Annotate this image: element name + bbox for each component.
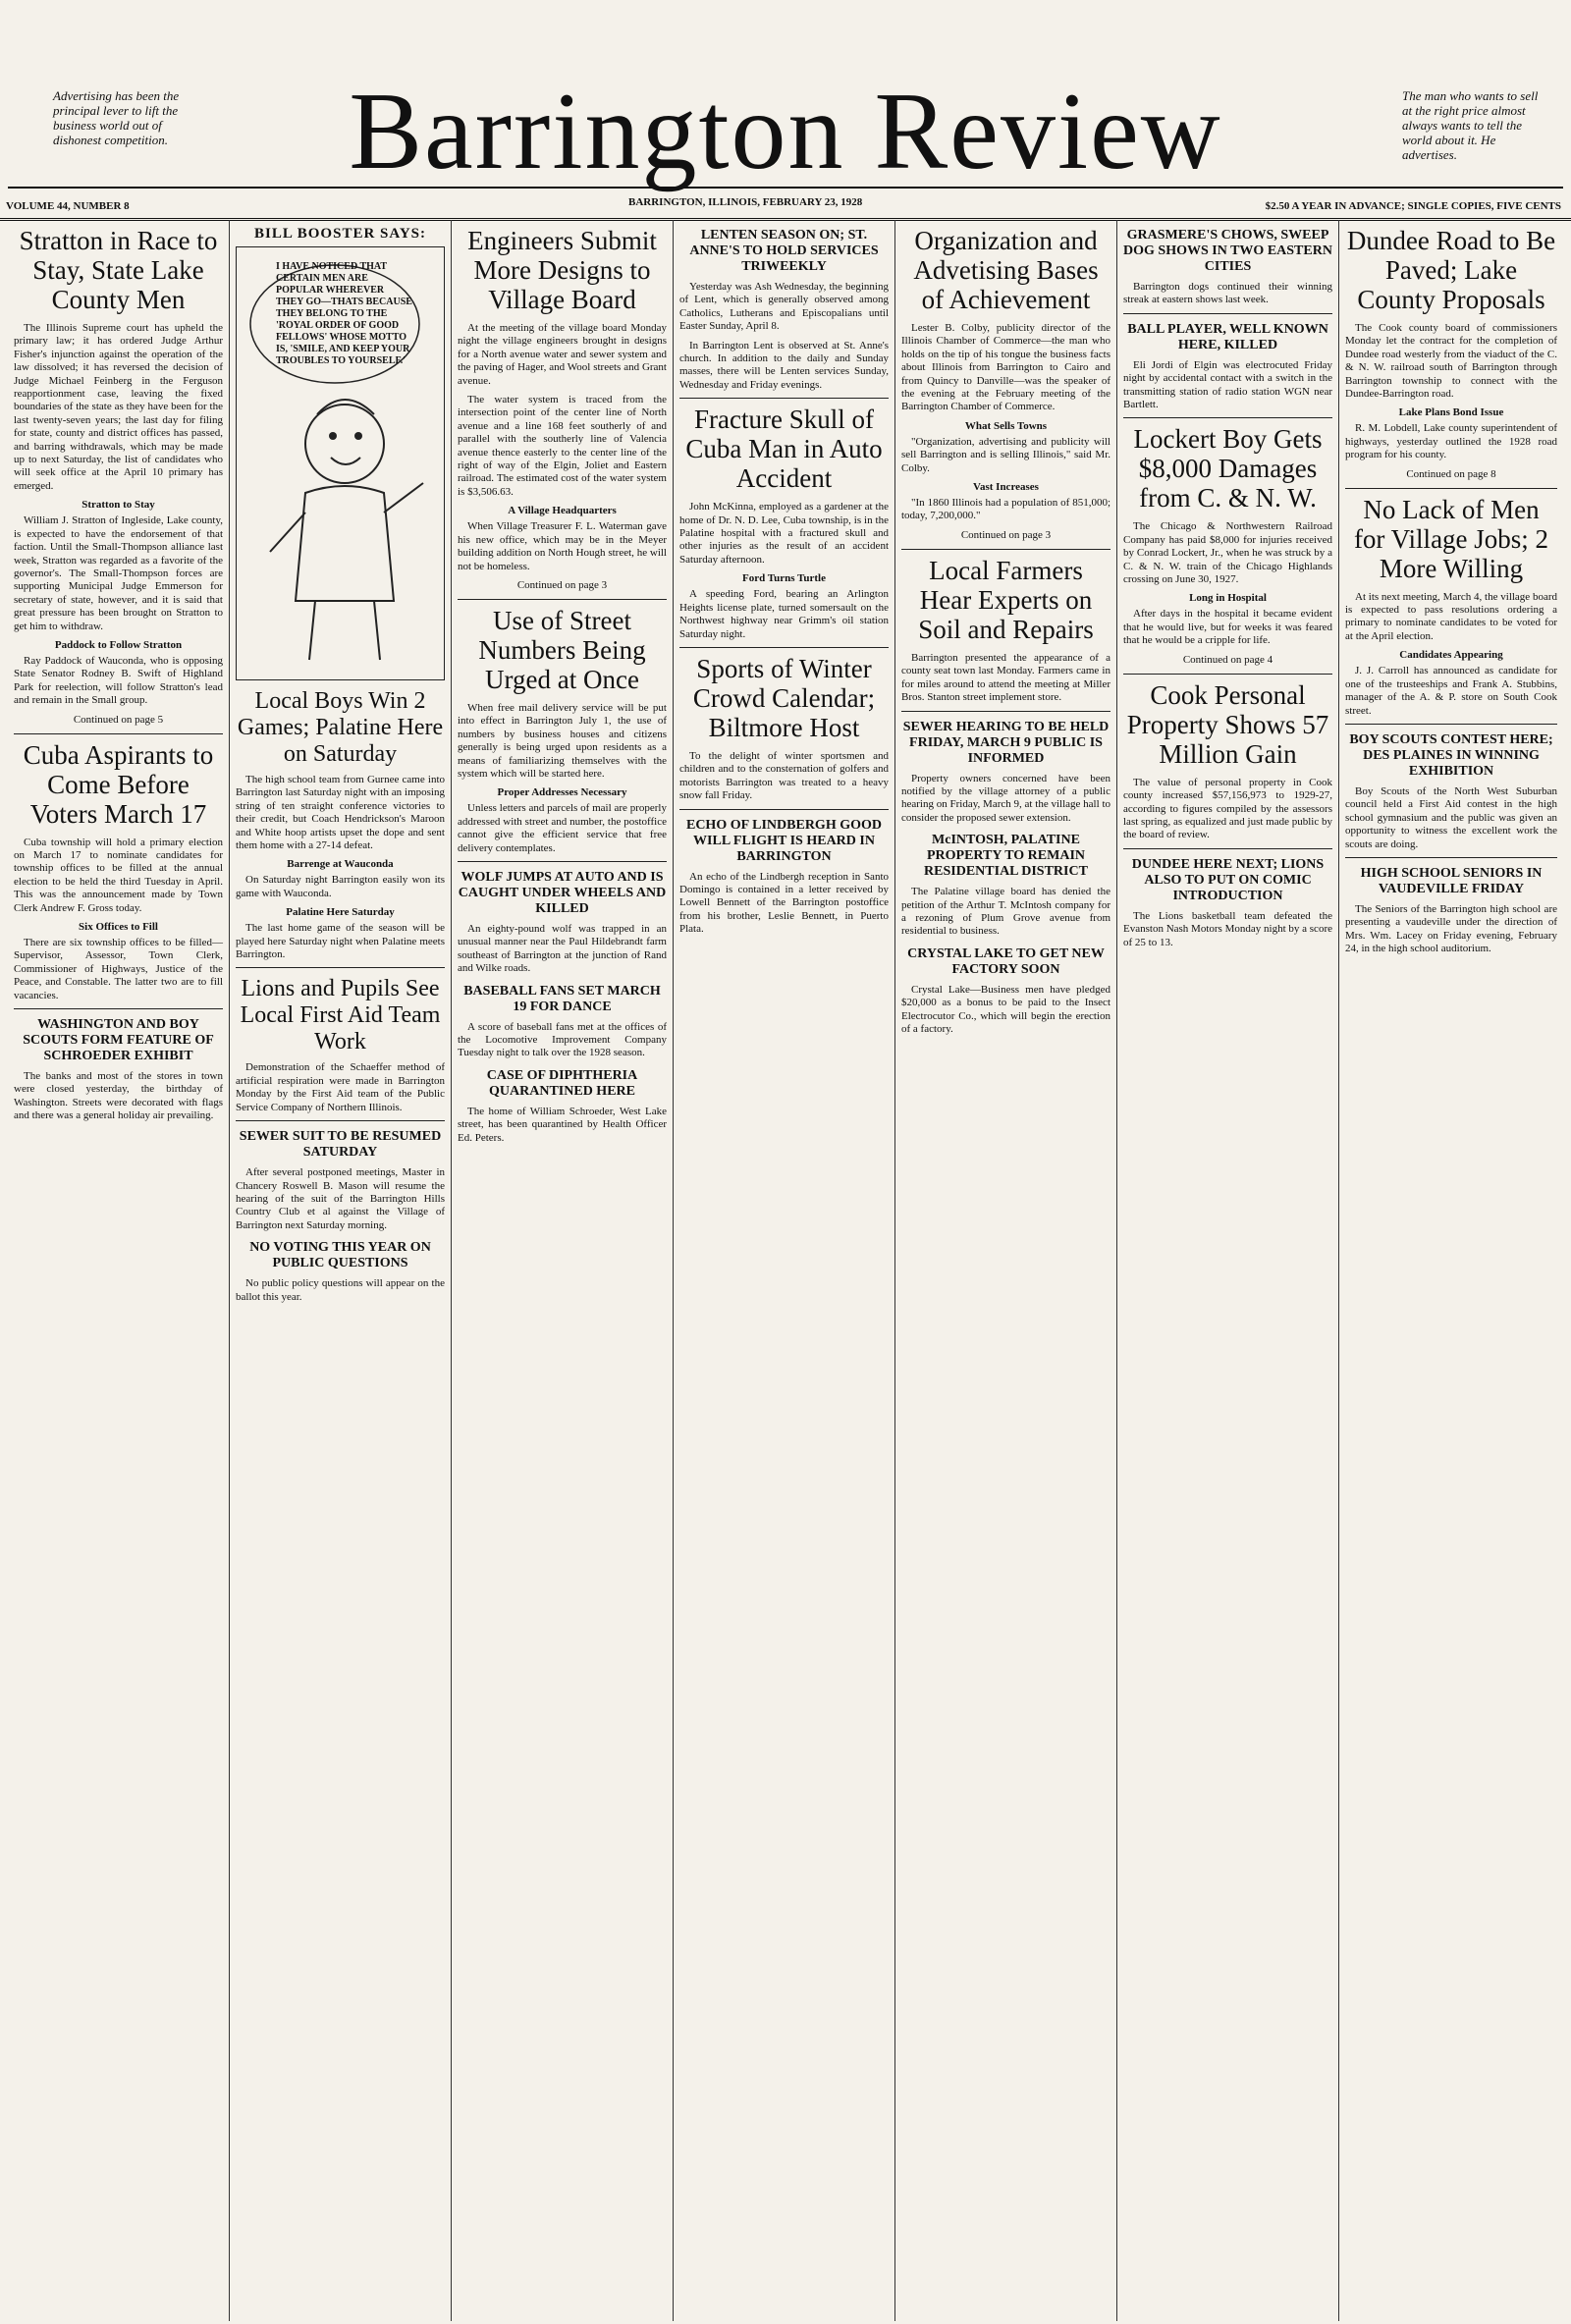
subhead: Vast Increases	[973, 481, 1039, 494]
column-4	[674, 220, 895, 2321]
headline: Dundee Road to Be Paved; Lake County Proposals	[1346, 226, 1556, 314]
subhead: Six Offices to Fill	[79, 921, 158, 933]
subhead: A Village Headquarters	[508, 505, 617, 517]
headline: Lions and Pupils See Local First Aid Team Work	[240, 976, 441, 1055]
headline: Local Boys Win 2 Games; Palatine Here on Saturday	[237, 688, 444, 767]
divider	[1345, 857, 1557, 858]
article-text: When free mail delivery service will be put into effect in Barrington July 1, the use of numbers by business houses and citizens generally is being urged upon residents as a means of familiarizing themselves with the system which will be started here.	[458, 701, 667, 780]
headline: DUNDEE HERE NEXT; LIONS ALSO TO PUT ON COMIC INTRODUCTION	[1131, 856, 1325, 903]
headline: BALL PLAYER, WELL KNOWN HERE, KILLED	[1127, 321, 1328, 352]
headline: SEWER SUIT TO BE RESUMED SATURDAY	[239, 1129, 442, 1161]
article-text: After days in the hospital it became evident that he would live, but for weeks it was feared that he would be a cripple for life.	[1123, 608, 1332, 647]
divider	[1345, 488, 1557, 489]
headline: Sports of Winter Crowd Calendar; Biltmore Host	[692, 653, 876, 742]
headline: BASEBALL FANS SET MARCH 19 FOR DANCE	[463, 983, 661, 1014]
headline: Cook Personal Property Shows 57 Million Gain	[1126, 679, 1329, 769]
column-2	[230, 220, 452, 2321]
article-text: Property owners concerned have been notified by the village attorney of a public hearing on Friday, March 9, at the village hall to consider the proposed sewer extension.	[901, 772, 1111, 824]
divider	[679, 809, 889, 810]
headline: LENTEN SEASON ON; ST. ANNE'S TO HOLD SERVICES TRIWEEKLY	[689, 228, 879, 274]
article-text: "Organization, advertising and publicity will sell Barrington and is selling Illinois," said Mr. Colby.	[901, 435, 1111, 474]
column-7	[1339, 220, 1563, 2321]
place-date: BARRINGTON, ILLINOIS, FEBRUARY 23, 1928	[628, 196, 863, 208]
divider	[1123, 313, 1332, 314]
divider	[236, 967, 445, 968]
article-text: Crystal Lake—Business men have pledged $20,000 as a bonus to be paid to the Insect Electrocutor Co., which will begin the erection of a factory.	[901, 983, 1111, 1035]
headline: CASE OF DIPHTHERIA QUARANTINED HERE	[486, 1067, 638, 1099]
headline: WOLF JUMPS AT AUTO AND IS CAUGHT UNDER WHEELS AND KILLED	[458, 869, 667, 916]
subhead: Palatine Here Saturday	[286, 906, 395, 919]
article-text: The Palatine village board has denied the petition of the Arthur T. McIntosh company for a rezoning of Plum Grove avenue from residential to business.	[901, 886, 1111, 938]
article-text: The Chicago & Northwestern Railroad Company has paid $8,000 for injuries received by Conrad Lockert, Jr., when he was struck by a C. & N. W. train of the Chicago Highlands crossing on June 30, 1927.	[1123, 520, 1332, 586]
divider	[458, 861, 667, 862]
divider	[679, 647, 889, 648]
column-5	[895, 220, 1117, 2321]
article-text: The Lions basketball team defeated the Evanston Nash Motors Monday night by a score of 25 to 13.	[1123, 909, 1332, 948]
headline: BOY SCOUTS CONTEST HERE; DES PLAINES IN WINNING EXHIBITION	[1349, 731, 1553, 779]
columns	[8, 220, 1563, 2321]
article-text: A speeding Ford, bearing an Arlington Heights license plate, turned somersault on the Northwest highway near Grimm's oil station Saturday night.	[679, 588, 889, 640]
headline: ECHO OF LINDBERGH GOOD WILL FLIGHT IS HEARD IN BARRINGTON	[685, 817, 882, 864]
article-text: Unless letters and parcels of mail are properly addressed with street and number, the postoffice cannot give the efficient service that free delivery contemplates.	[458, 802, 667, 854]
newspaper-title: Barrington Review	[349, 71, 1222, 192]
volume-number: VOLUME 44, NUMBER 8	[6, 200, 130, 212]
headline: CRYSTAL LAKE TO GET NEW FACTORY SOON	[907, 946, 1105, 977]
continued-note: Continued on page 8	[1406, 467, 1496, 480]
headline: Engineers Submit More Designs to Village Board	[467, 226, 657, 314]
article-text: The water system is traced from the intersection point of the center line of North avenue and a line 168 feet southerly of and parallel with the southerly line of Valencia avenue thence easterly to the center line of the right of way of the Elgin, Joliet and Eastern railroad. The estimated cost of the water system is $3,506.63.	[458, 394, 667, 498]
article-text: Barrington presented the appearance of a county seat town last Monday. Farmers came in for miles around to attend the meeting at Miller Bros. Stanton street implement store.	[901, 651, 1111, 704]
headline: Organization and Advetising Bases of Achievement	[913, 226, 1099, 314]
divider	[1345, 724, 1557, 725]
subhead: Candidates Appearing	[1399, 649, 1503, 662]
article-text: On Saturday night Barrington easily won its game with Wauconda.	[236, 874, 445, 899]
headline: Use of Street Numbers Being Urged at Once	[478, 605, 646, 694]
article-text: William J. Stratton of Ingleside, Lake county, is expected to have the endorsement of that faction. Until the Small-Thompson alliance last week, Stratton was regarded as a favorite of the governor's. The Small-Thompson forces are supporting Municipal Judge Emmerson for secretary of state, however, and it is said that great pressure has been brought on Stratton to get him to withdraw.	[14, 514, 223, 632]
left-ear: Advertising has been the principal lever to lift the business world out of dishonest competition.	[53, 88, 180, 147]
cartoon-title: BILL BOOSTER SAYS:	[253, 226, 427, 242]
article-text: Demonstration of the Schaeffer method of artificial respiration were made in Barrington Monday by the First Aid team of the Public Service Company of Northern Illinois.	[236, 1061, 445, 1113]
article-text: Boy Scouts of the North West Suburban council held a First Aid contest in the high school gymnasium and the public was given an opportunity to witness the excellent work the scouts are doing.	[1345, 784, 1557, 850]
divider	[901, 549, 1111, 550]
subhead: Ford Turns Turtle	[742, 572, 826, 585]
article-text: Lester B. Colby, publicity director of the Illinois Chamber of Commerce—the man who holds on the tip of his tongue the business facts about Illinois from Barrington to Cairo and from Quincy to Danville—was the speaker of the evening at the February meeting of the Barrington Chamber of Commerce.	[901, 322, 1111, 413]
article-text: Eli Jordi of Elgin was electrocuted Friday night by accidental contact with a switch in the transmitting station of radio station WGN near Bartlett.	[1123, 358, 1332, 411]
right-ear: The man who wants to sell at the right price almost always wants to tell the world about it. He advertises.	[1402, 88, 1539, 162]
article-text: An eighty-pound wolf was trapped in an unusual manner near the Paul Hildebrandt farm southeast of Barrington at the junction of Rand and Wilke roads.	[458, 922, 667, 975]
article-text: The Illinois Supreme court has upheld the primary law; it has ordered Judge Arthur Fisher's injunction against the operation of the law dissolved; it has reversed the decision of Judge Michael Feinberg in the Ferguson reapportionment case, leaving the fixed boundaries of the state as they have been for the last twenty-seven years; the last day for filing for state, county and district offices has passed, and barring withdrawals, which may be made up to next Saturday, the list of candidates who will seek office at the April 10 primary has emerged.	[14, 322, 223, 492]
article-text: John McKinna, employed as a gardener at the home of Dr. N. D. Lee, Cuba township, is in the Palatine hospital with a fractured skull and other injuries as the result of an accident Saturday afternoon.	[679, 501, 889, 566]
article-text: The last home game of the season will be played here Saturday night when Palatine meets Barrington.	[236, 922, 445, 961]
article-text: When Village Treasurer F. L. Waterman gave his new office, which may be in the Meyer building addition on North Hough street, he will not be homeless.	[458, 520, 667, 572]
article-text: Cuba township will hold a primary election on March 17 to nominate candidates for township offices to be filled at the annual election to be held the third Tuesday in April. This was the announcement made by Town Clerk Andrew F. Gross today.	[14, 836, 223, 914]
column-6	[1117, 220, 1339, 2321]
article-text: The banks and most of the stores in town were closed yesterday, the birthday of Washington. Streets were decorated with flags and there was a general holiday air prevailing.	[14, 1070, 223, 1122]
article-text: To the delight of winter sportsmen and children and to the consternation of golfers and motorists Barrington was treated to a heavy snow fall Friday.	[679, 749, 889, 802]
divider	[14, 733, 223, 734]
headline: NO VOTING THIS YEAR ON PUBLIC QUESTIONS	[249, 1240, 431, 1271]
article-text: R. M. Lobdell, Lake county superintendent of highways, yesterday outlined the 1928 road program for his county.	[1345, 422, 1557, 461]
divider	[236, 1120, 445, 1121]
article-text: The high school team from Gurnee came into Barrington last Saturday night with an imposing string of ten straight conference victories to their credit, but Coach Hendrickson's Maroon and White hoop artists upset the dope and sent them home with a 27-14 defeat.	[236, 774, 445, 852]
article-text: The value of personal property in Cook county increased $57,156,973 to 1929-27, according to figures compiled by the assessors last spring, as equalized and just made public by the board of review.	[1123, 776, 1332, 841]
article-text: An echo of the Lindbergh reception in Santo Domingo is contained in a letter received by Lowell Bennett of the Barrington postoffice from his brother, Leslie Bennett, in Puerto Plata.	[679, 870, 889, 936]
headline: Stratton in Race to Stay, State Lake County Men	[19, 226, 218, 314]
continued-note: Continued on page 3	[960, 528, 1052, 541]
headline: Local Farmers Hear Experts on Soil and Repairs	[918, 555, 1094, 644]
article-text: Barrington dogs continued their winning streak at eastern shows last week.	[1123, 281, 1332, 306]
headline: WASHINGTON AND BOY SCOUTS FORM FEATURE OF SCHROEDER EXHIBIT	[23, 1017, 214, 1064]
continued-note: Continued on page 4	[1182, 653, 1273, 666]
article-text: A score of baseball fans met at the offices of the Locomotive Improvement Company Tuesday night to talk over the 1928 season.	[458, 1020, 667, 1059]
subhead: Barrenge at Wauconda	[287, 858, 394, 871]
divider	[1123, 848, 1332, 849]
headline: Lockert Boy Gets $8,000 Damages from C. & N. W.	[1133, 424, 1323, 513]
continued-note: Continued on page 3	[516, 578, 608, 591]
article-text: The home of William Schroeder, West Lake street, has been quarantined by Health Officer Ed. Peters.	[458, 1105, 667, 1144]
article-text: J. J. Carroll has announced as candidate for one of the trusteeships and Frank A. Stubbins, manager of the A. & P. store on South Cook street.	[1345, 665, 1557, 717]
article-text: Yesterday was Ash Wednesday, the beginning of Lent, which is generally observed among Catholics, Lutherans and Episcopalians until Easter Sunday, April 8.	[679, 281, 889, 333]
headline: McINTOSH, PALATINE PROPERTY TO REMAIN RESIDENTIAL DISTRICT	[924, 833, 1088, 880]
article-text: There are six township offices to be filled—Supervisor, Assessor, Town Clerk, Commissioner of Highways, Justice of the Peace, and Constable. The latter two are to fill vacancies.	[14, 937, 223, 1001]
article-text: No public policy questions will appear on the ballot this year.	[236, 1277, 445, 1303]
article-text: In Barrington Lent is observed at St. Anne's church. In addition to the daily and Sunday masses, there will be Lenten services Sunday, Wednesday and Friday evenings.	[679, 339, 889, 391]
masthead	[8, 0, 1563, 192]
headline: Fracture Skull of Cuba Man in Auto Accident	[685, 405, 883, 494]
divider	[679, 398, 889, 399]
divider	[1123, 674, 1332, 675]
bill-booster-cartoon	[236, 246, 445, 680]
article-text: The Cook county board of commissioners Monday let the contract for the completion of Dundee road westerly from the viaduct of the C. & N. W. railroad south of Barrington through Barrington township to connect with the Dundee-Barrington road.	[1345, 322, 1557, 401]
subhead: Lake Plans Bond Issue	[1398, 406, 1504, 419]
headline: GRASMERE'S CHOWS, SWEEP DOG SHOWS IN TWO EASTERN CITIES	[1123, 228, 1332, 274]
article-text: "In 1860 Illinois had a population of 851,000; today, 7,200,000."	[901, 497, 1111, 522]
headline: SEWER HEARING TO BE HELD FRIDAY, MARCH 9 PUBLIC IS INFORMED	[902, 719, 1110, 766]
cartoon-speech-bubble: I HAVE NOTICED THAT CERTAIN MEN ARE POPULAR WHEREVER THEY GO—THATS BECAUSE THEY BELONG TO THE 'ROYAL ORDER OF GOOD FELLOWS' WHOSE MOTTO IS, 'SMILE, AND KEEP YOUR TROUBLES TO YOURSELF.'	[276, 261, 412, 366]
headline: No Lack of Men for Village Jobs; 2 More Willing	[1353, 494, 1549, 583]
subhead: Proper Addresses Necessary	[497, 786, 627, 799]
dateline	[0, 196, 1571, 221]
article-text: At the meeting of the village board Monday night the village engineers brought in designs for a North avenue water and sewer system and the paving of Hager, and Wool streets and Grant avenue.	[458, 322, 667, 387]
article-text: Ray Paddock of Wauconda, who is opposing State Senator Rodney B. Swift of Highland Park for reelection, will follow Stratton's lead and remain in the Small group.	[14, 654, 223, 707]
headline: HIGH SCHOOL SENIORS IN VAUDEVILLE FRIDAY	[1360, 865, 1543, 896]
divider	[458, 599, 667, 600]
headline: Cuba Aspirants to Come Before Voters March 17	[23, 739, 214, 829]
article-text: The Seniors of the Barrington high school are presenting a vaudeville under the direction of Mrs. Wm. Lacey on Friday evening, February 24, in the high school auditorium.	[1345, 902, 1557, 955]
divider	[14, 1008, 223, 1009]
column-1	[8, 220, 230, 2321]
subscription-price: $2.50 A YEAR IN ADVANCE; SINGLE COPIES, FIVE CENTS	[1265, 200, 1561, 212]
column-3	[452, 220, 674, 2321]
subhead: Long in Hospital	[1189, 592, 1267, 605]
subhead: Stratton to Stay	[81, 499, 155, 512]
divider	[901, 711, 1111, 712]
subhead: Paddock to Follow Stratton	[54, 638, 183, 651]
divider	[1123, 417, 1332, 418]
article-text: At its next meeting, March 4, the village board is expected to pass resolutions ordering a primary to nominate candidates to be voted for at the April election.	[1345, 590, 1557, 642]
subhead: What Sells Towns	[964, 419, 1048, 432]
continued-note: Continued on page 5	[73, 713, 164, 726]
article-text: After several postponed meetings, Master in Chancery Roswell B. Mason will resume the hearing of the suit of the Barrington Hills Country Club et al against the Village of Barrington next Saturday morning.	[236, 1166, 445, 1231]
